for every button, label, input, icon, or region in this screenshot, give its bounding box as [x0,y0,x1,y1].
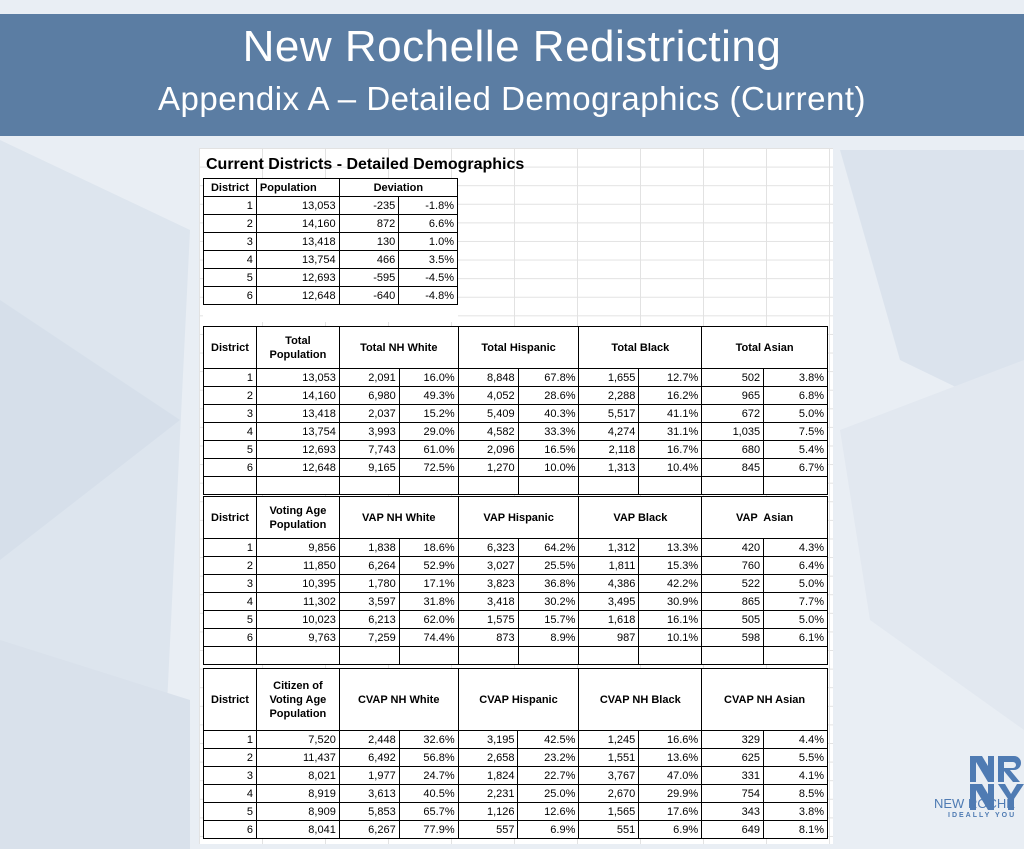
vap-rows [204,539,828,665]
table-cell: 760 [702,557,764,575]
table-cell: 30.2% [518,593,579,611]
table-cell: 6.7% [764,459,828,477]
table-cell: 7.5% [764,423,828,441]
table-cell: 6.8% [764,387,828,405]
table-cell: 4,274 [579,423,639,441]
table-cell: 3,993 [339,423,399,441]
table-cell: 12,648 [256,287,339,305]
table-cell: 1,313 [579,459,639,477]
table-cell: 12.6% [518,803,579,821]
table-cell: 6 [204,821,257,839]
table-cell: 6.9% [518,821,579,839]
table-row [204,369,828,387]
header-district: District [204,327,257,369]
table-cell: 12,693 [256,269,339,287]
table-cell: 13,418 [256,233,339,251]
table-cell: 2 [204,387,257,405]
header-total-nh-white: Total NH White [339,327,458,369]
table-row [204,269,458,287]
table-cell: 1,838 [339,539,399,557]
table-cell: 2,096 [458,441,518,459]
table-cell: 420 [702,539,764,557]
table-cell: 30.9% [639,593,702,611]
table-cell: 17.6% [639,803,702,821]
table-cell: 16.7% [639,441,702,459]
table-row [204,251,458,269]
table-cell: 1,618 [579,611,639,629]
table-cell: 1,977 [339,767,399,785]
table-cell: 17.1% [399,575,458,593]
table-cell: 872 [339,215,399,233]
table-cell: 49.3% [399,387,458,405]
header-voting-age-population: Voting Age Population [256,497,339,539]
table-cell: 1,575 [458,611,518,629]
table-row [204,459,828,477]
table-row [204,803,828,821]
table-cell: 8.1% [764,821,828,839]
table-cell: 5.0% [764,405,828,423]
header-district: District [204,669,257,731]
table-cell: 845 [702,459,764,477]
table-row [204,593,828,611]
table-cell: 36.8% [518,575,579,593]
table-cell: 4 [204,251,257,269]
table-row [204,287,458,305]
cvap-rows [204,731,828,839]
table-cell: 1,824 [458,767,518,785]
table-cell: 522 [702,575,764,593]
table-cell: 6 [204,629,257,647]
table-cell: 1.0% [399,233,458,251]
table-cell: 3 [204,575,257,593]
table-cell: 56.8% [399,749,458,767]
table-row [204,441,828,459]
table-row [204,575,828,593]
table-cell: 1 [204,369,257,387]
table-row [204,821,828,839]
table-cell: 7,520 [256,731,339,749]
table-cell: 6 [204,459,257,477]
table-cell: 130 [339,233,399,251]
table-cell: 754 [702,785,764,803]
table-cell: 4.4% [764,731,828,749]
table-cell: 5 [204,269,257,287]
sheet-title: Current Districts - Detailed Demographics [206,156,525,173]
table-cell: 4.3% [764,539,828,557]
table-row [204,785,828,803]
table-cell: 16.6% [639,731,702,749]
table-cell: 74.4% [399,629,458,647]
title-banner [0,14,1024,136]
table-cell: 13,754 [256,251,339,269]
table-cell: 3 [204,405,257,423]
table-cell: 4 [204,423,257,441]
table-cell: 13,053 [256,197,339,215]
table-cell: 14,160 [256,387,339,405]
deviation-table [203,178,458,322]
table-cell: 8.9% [518,629,579,647]
table-cell: 2 [204,215,257,233]
table-cell: 15.2% [399,405,458,423]
table-cell: 5.0% [764,611,828,629]
table-cell: 42.2% [639,575,702,593]
table-cell: 649 [702,821,764,839]
table-cell: 8,041 [256,821,339,839]
table-cell: 14,160 [256,215,339,233]
table-cell: 3,613 [339,785,399,803]
header-total-black: Total Black [579,327,702,369]
table-cell: 6,492 [339,749,399,767]
table-cell: 6.9% [639,821,702,839]
table-cell: 3 [204,767,257,785]
deviation-rows [204,197,458,305]
table-cell: 1,270 [458,459,518,477]
table-cell: 6,267 [339,821,399,839]
table-row [204,629,828,647]
table-cell: 47.0% [639,767,702,785]
table-cell: 9,856 [256,539,339,557]
table-cell: 33.3% [518,423,579,441]
table-cell: -595 [339,269,399,287]
cvap-table [203,668,828,839]
table-cell: 3.8% [764,369,828,387]
table-cell: 29.9% [639,785,702,803]
table-cell: 3,495 [579,593,639,611]
table-cell: 16.1% [639,611,702,629]
table-cell: 32.6% [399,731,458,749]
header-vap-black: VAP Black [579,497,702,539]
table-cell: 52.9% [399,557,458,575]
spacer-row [204,647,828,665]
table-row [204,387,828,405]
table-cell: 25.5% [518,557,579,575]
table-cell: 2,658 [458,749,518,767]
table-cell: 1,035 [702,423,764,441]
table-cell: 5,853 [339,803,399,821]
table-cell: 18.6% [399,539,458,557]
table-cell: 67.8% [518,369,579,387]
table-cell: 1,312 [579,539,639,557]
table-cell: 1 [204,539,257,557]
table-cell: 5,517 [579,405,639,423]
table-cell: 3.8% [764,803,828,821]
table-cell: 8.5% [764,785,828,803]
table-cell: 13,754 [256,423,339,441]
table-cell: 2 [204,557,257,575]
table-cell: 1 [204,197,257,215]
table-cell: 3,767 [579,767,639,785]
table-cell: -1.8% [399,197,458,215]
table-cell: 10.4% [639,459,702,477]
table-cell: 40.5% [399,785,458,803]
table-cell: 61.0% [399,441,458,459]
table-cell: 13,418 [256,405,339,423]
table-cell: 40.3% [518,405,579,423]
table-cell: 2 [204,749,257,767]
logo-wordmark: NEW ROCHE [934,796,1015,811]
table-cell: 1,780 [339,575,399,593]
table-cell: 2,118 [579,441,639,459]
table-row [204,557,828,575]
table-cell: 3,823 [458,575,518,593]
table-cell: -235 [339,197,399,215]
table-cell: 1,811 [579,557,639,575]
table-cell: 7,259 [339,629,399,647]
table-cell: 2,231 [458,785,518,803]
table-cell: 15.7% [518,611,579,629]
table-cell: 6 [204,287,257,305]
table-cell: 7.7% [764,593,828,611]
table-cell: 24.7% [399,767,458,785]
table-cell: 1,551 [579,749,639,767]
table-cell: 5 [204,441,257,459]
table-cell: 6.4% [764,557,828,575]
table-cell: 3,195 [458,731,518,749]
header-vap-nh-white: VAP NH White [339,497,458,539]
table-cell: 15.3% [639,557,702,575]
table-cell: 5.0% [764,575,828,593]
table-cell: 8,919 [256,785,339,803]
table-cell: 16.5% [518,441,579,459]
table-cell: 3 [204,233,257,251]
table-cell: 28.6% [518,387,579,405]
table-cell: 16.2% [639,387,702,405]
table-cell: 4 [204,785,257,803]
table-cell: 31.1% [639,423,702,441]
table-cell: -640 [339,287,399,305]
table-cell: 13,053 [256,369,339,387]
header-deviation: Deviation [339,179,457,197]
table-cell: 865 [702,593,764,611]
table-cell: 6,264 [339,557,399,575]
table-row [204,405,828,423]
table-cell: 5 [204,803,257,821]
table-cell: 343 [702,803,764,821]
table-cell: 1,655 [579,369,639,387]
table-cell: 10.0% [518,459,579,477]
header-district: District [204,497,257,539]
table-cell: 9,165 [339,459,399,477]
table-cell: 965 [702,387,764,405]
table-cell: 5.4% [764,441,828,459]
table-cell: 625 [702,749,764,767]
total-demographics-table [203,326,828,495]
table-cell: 10.1% [639,629,702,647]
table-cell: 987 [579,629,639,647]
table-cell: 41.1% [639,405,702,423]
table-cell: 6,980 [339,387,399,405]
slide-title: New Rochelle Redistricting [242,22,782,71]
table-cell: 6,323 [458,539,518,557]
table-cell: 72.5% [399,459,458,477]
table-cell: 13.6% [639,749,702,767]
table-cell: -4.5% [399,269,458,287]
slide-subtitle: Appendix A – Detailed Demographics (Current) [157,80,867,117]
table-row [204,539,828,557]
header-vap-hispanic: VAP Hispanic [458,497,579,539]
header-population: Population [256,179,339,197]
header-vap-asian: VAP Asian [702,497,828,539]
table-cell: 10,023 [256,611,339,629]
table-cell: 42.5% [518,731,579,749]
header-cvap-hispanic: CVAP Hispanic [458,669,579,731]
table-row [204,611,828,629]
table-cell: 2,670 [579,785,639,803]
spacer-row [204,477,828,495]
table-cell: 502 [702,369,764,387]
table-row [204,731,828,749]
table-cell: 64.2% [518,539,579,557]
table-row [204,423,828,441]
table-cell: 29.0% [399,423,458,441]
table-cell: 672 [702,405,764,423]
table-cell: 331 [702,767,764,785]
table-cell: 1,245 [579,731,639,749]
table-cell: 16.0% [399,369,458,387]
table-cell: 3.5% [399,251,458,269]
table-cell: 3,027 [458,557,518,575]
table-cell: 2,448 [339,731,399,749]
vap-table [203,496,828,665]
table-cell: 22.7% [518,767,579,785]
table-cell: 5.5% [764,749,828,767]
table-cell: 8,848 [458,369,518,387]
table-cell: 11,850 [256,557,339,575]
table-cell: -4.8% [399,287,458,305]
table-cell: 2,091 [339,369,399,387]
table-cell: 65.7% [399,803,458,821]
table-cell: 9,763 [256,629,339,647]
table-cell: 12,693 [256,441,339,459]
header-total-asian: Total Asian [702,327,828,369]
table-cell: 3,597 [339,593,399,611]
table-cell: 1,565 [579,803,639,821]
table-cell: 329 [702,731,764,749]
table-cell: 13.3% [639,539,702,557]
table-cell: 31.8% [399,593,458,611]
table-cell: 4,582 [458,423,518,441]
table-row [204,233,458,251]
header-district: District [204,179,257,197]
header-total-hispanic: Total Hispanic [458,327,579,369]
table-row [204,749,828,767]
table-cell: 4,386 [579,575,639,593]
table-cell: 6.6% [399,215,458,233]
header-cvap-nh-black: CVAP NH Black [579,669,702,731]
table-cell: 505 [702,611,764,629]
table-cell: 77.9% [399,821,458,839]
table-cell: 5,409 [458,405,518,423]
table-row [204,767,828,785]
table-cell: 6.1% [764,629,828,647]
table-cell: 4 [204,593,257,611]
header-cvap-nh-asian: CVAP NH Asian [702,669,828,731]
table-cell: 6,213 [339,611,399,629]
table-row [204,215,458,233]
header-cvap-population: Citizen of Voting Age Population [256,669,339,731]
table-cell: 11,437 [256,749,339,767]
table-cell: 25.0% [518,785,579,803]
table-cell: 10,395 [256,575,339,593]
table-cell: 8,021 [256,767,339,785]
table-cell: 23.2% [518,749,579,767]
header-total-population: Total Population [256,327,339,369]
table-cell: 8,909 [256,803,339,821]
table-cell: 2,037 [339,405,399,423]
total-demographics-rows [204,369,828,495]
table-cell: 5 [204,611,257,629]
table-cell: 4.1% [764,767,828,785]
table-cell: 12,648 [256,459,339,477]
table-cell: 3,418 [458,593,518,611]
table-cell: 873 [458,629,518,647]
table-cell: 598 [702,629,764,647]
table-row [204,197,458,215]
table-cell: 4,052 [458,387,518,405]
table-cell: 466 [339,251,399,269]
table-cell: 7,743 [339,441,399,459]
table-cell: 1,126 [458,803,518,821]
logo-tagline: IDEALLY YOU [948,812,1017,819]
table-cell: 557 [458,821,518,839]
header-cvap-nh-white: CVAP NH White [339,669,458,731]
table-cell: 2,288 [579,387,639,405]
table-cell: 62.0% [399,611,458,629]
table-cell: 1 [204,731,257,749]
table-cell: 551 [579,821,639,839]
table-cell: 12.7% [639,369,702,387]
table-cell: 11,302 [256,593,339,611]
table-cell: 680 [702,441,764,459]
